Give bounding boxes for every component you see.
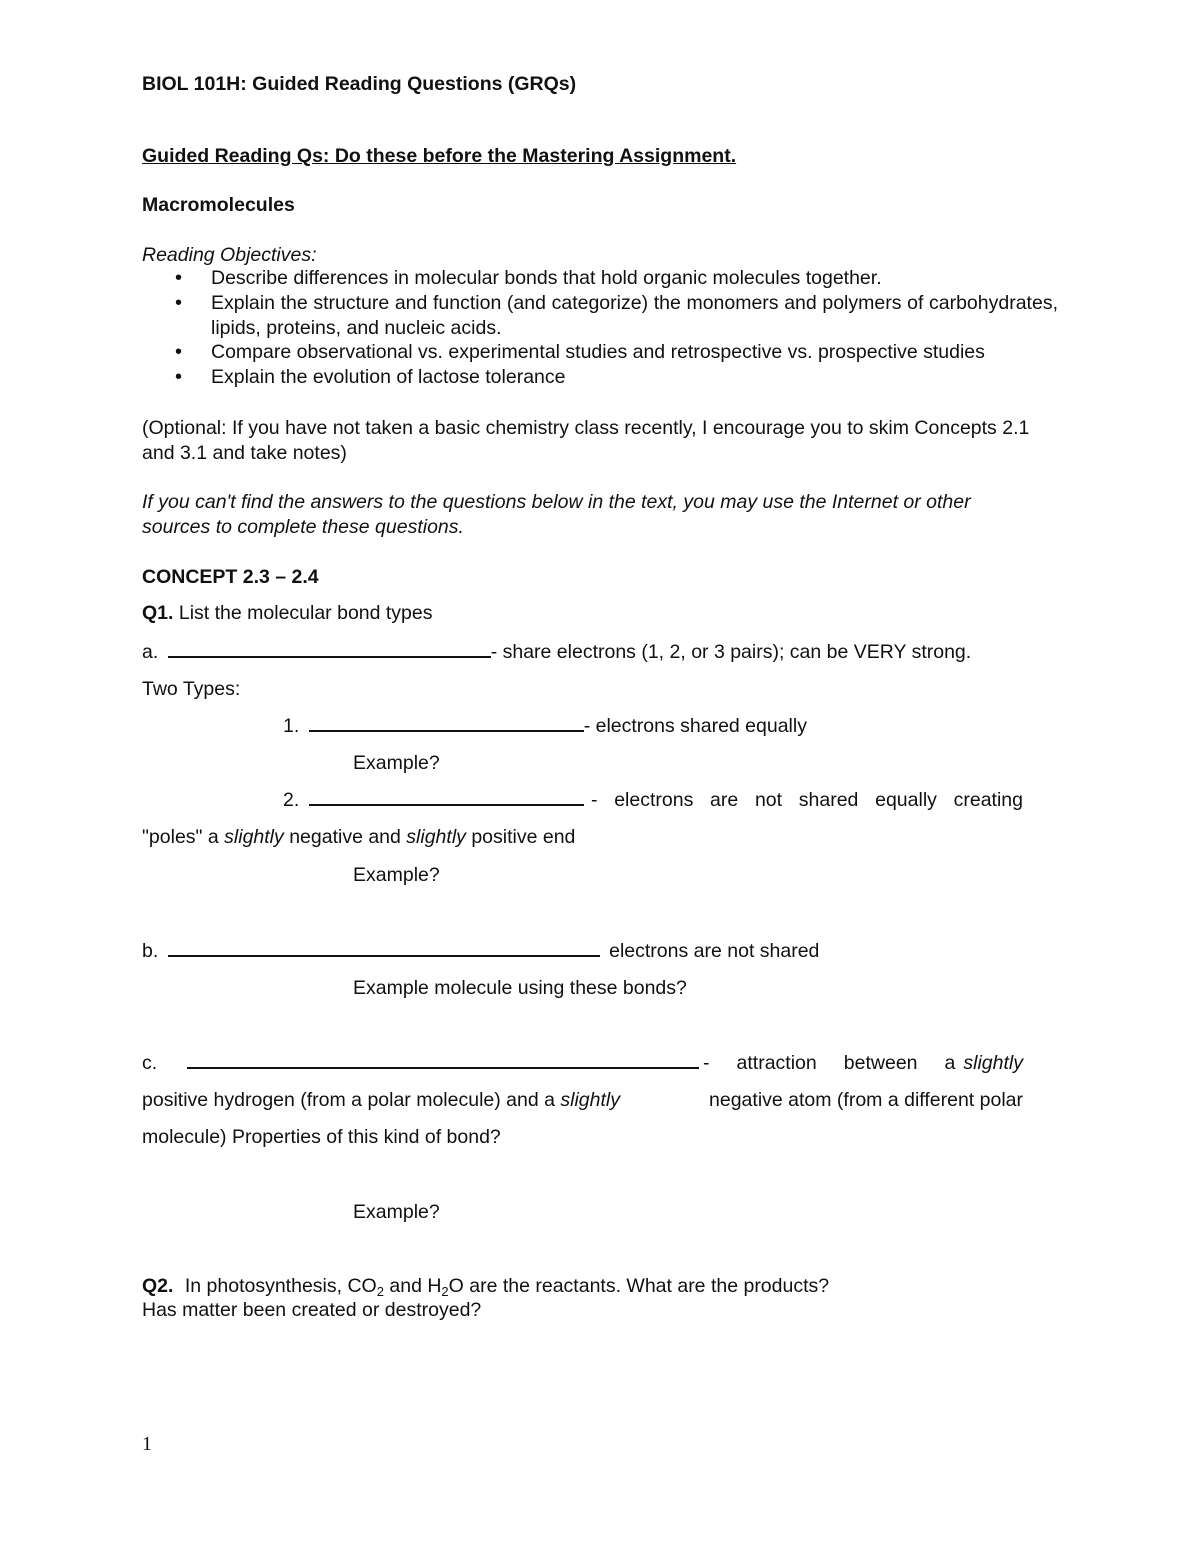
q1-c-text: - attraction between a — [703, 1052, 956, 1074]
objectives-label: Reading Objectives: — [142, 244, 317, 266]
objective-item: • Compare observational vs. experimental studies and retrospective vs. prospective studies — [142, 340, 1058, 365]
q2-label: Q2. — [142, 1275, 174, 1297]
q1-type2-answer-blank[interactable] — [309, 803, 584, 806]
q2-line2: Has matter been created or destroyed? — [142, 1299, 482, 1321]
q1-c-row — [142, 1051, 1023, 1076]
q1-label: Q1. — [142, 602, 174, 624]
q1-b-text: electrons are not shared — [609, 940, 820, 962]
q1-type1-text: - electrons shared equally — [583, 715, 807, 737]
q1-c-example: Example? — [353, 1201, 440, 1223]
q1-c-label: c. — [142, 1052, 158, 1074]
objective-item: • Explain the structure and function (and categorize) the monomers and polymers of carbohydrates, lipids, proteins, and nucleic acids. — [142, 291, 1058, 341]
q1-b-example: Example molecule using these bonds? — [353, 977, 687, 999]
optional-note: (Optional: If you have not taken a basic chemistry class recently, I encourage you to skim Concepts 2.1 and 3.1 and take notes) — [142, 417, 1030, 464]
objective-item: • Explain the evolution of lactose tolerance — [142, 365, 1058, 390]
two-types-label: Two Types: — [142, 678, 241, 700]
q1-b-answer-blank[interactable] — [168, 954, 600, 957]
q1-b-label: b. — [142, 940, 159, 962]
q1-type2-text: - electrons are not shared equally creating — [591, 789, 1023, 811]
page-number: 1 — [142, 1433, 152, 1455]
q1-type1-example: Example? — [353, 752, 440, 774]
q1-type2-example: Example? — [353, 864, 440, 886]
q1-a-answer-blank[interactable] — [168, 655, 491, 658]
q1-c-text-group: - attraction between a slightly — [703, 1052, 1023, 1074]
document-title: BIOL 101H: Guided Reading Questions (GRQs) — [142, 73, 577, 95]
q1-type1-label: 1. — [283, 715, 300, 737]
section-subtitle: Guided Reading Qs: Do these before the Mastering Assignment. — [142, 145, 737, 167]
q1-a-row — [142, 640, 971, 665]
q2-row: Q2. In photosynthesis, $CO_2$ and $H_2O$ are the reactants. What are the products? — [142, 1275, 830, 1299]
q1-a-text: - share electrons (1, 2, or 3 pairs); can be VERY strong. — [490, 641, 972, 663]
q1-c-line3: molecule) Properties of this kind of bond? — [142, 1126, 501, 1148]
topic-heading: Macromolecules — [142, 194, 295, 216]
q1-a-label: a. — [142, 641, 159, 663]
q1-c-line2: positive hydrogen (from a polar molecule) and a slightly negative atom (from a different polar — [142, 1089, 1023, 1111]
q1-text: List the molecular bond types — [178, 602, 433, 624]
concept-heading: CONCEPT 2.3 – 2.4 — [142, 566, 319, 588]
objective-item: • Describe differences in molecular bonds that hold organic molecules together. — [142, 266, 1058, 291]
q1-type2-label: 2. — [283, 789, 300, 811]
q1-type2-continuation: "poles" a slightly negative and slightly positive end — [142, 826, 576, 848]
q1-type1-answer-blank[interactable] — [309, 729, 584, 732]
q1-b-row — [142, 939, 819, 964]
objectives-list — [142, 266, 1058, 390]
q1-type1-row — [283, 714, 807, 739]
q1-prompt — [142, 601, 433, 626]
q1-type2-row — [283, 788, 1023, 813]
internet-note: If you can't find the answers to the questions below in the text, you may use the Internet or other sources to complete these questions. — [142, 491, 971, 538]
q1-c-answer-blank[interactable] — [187, 1066, 699, 1069]
